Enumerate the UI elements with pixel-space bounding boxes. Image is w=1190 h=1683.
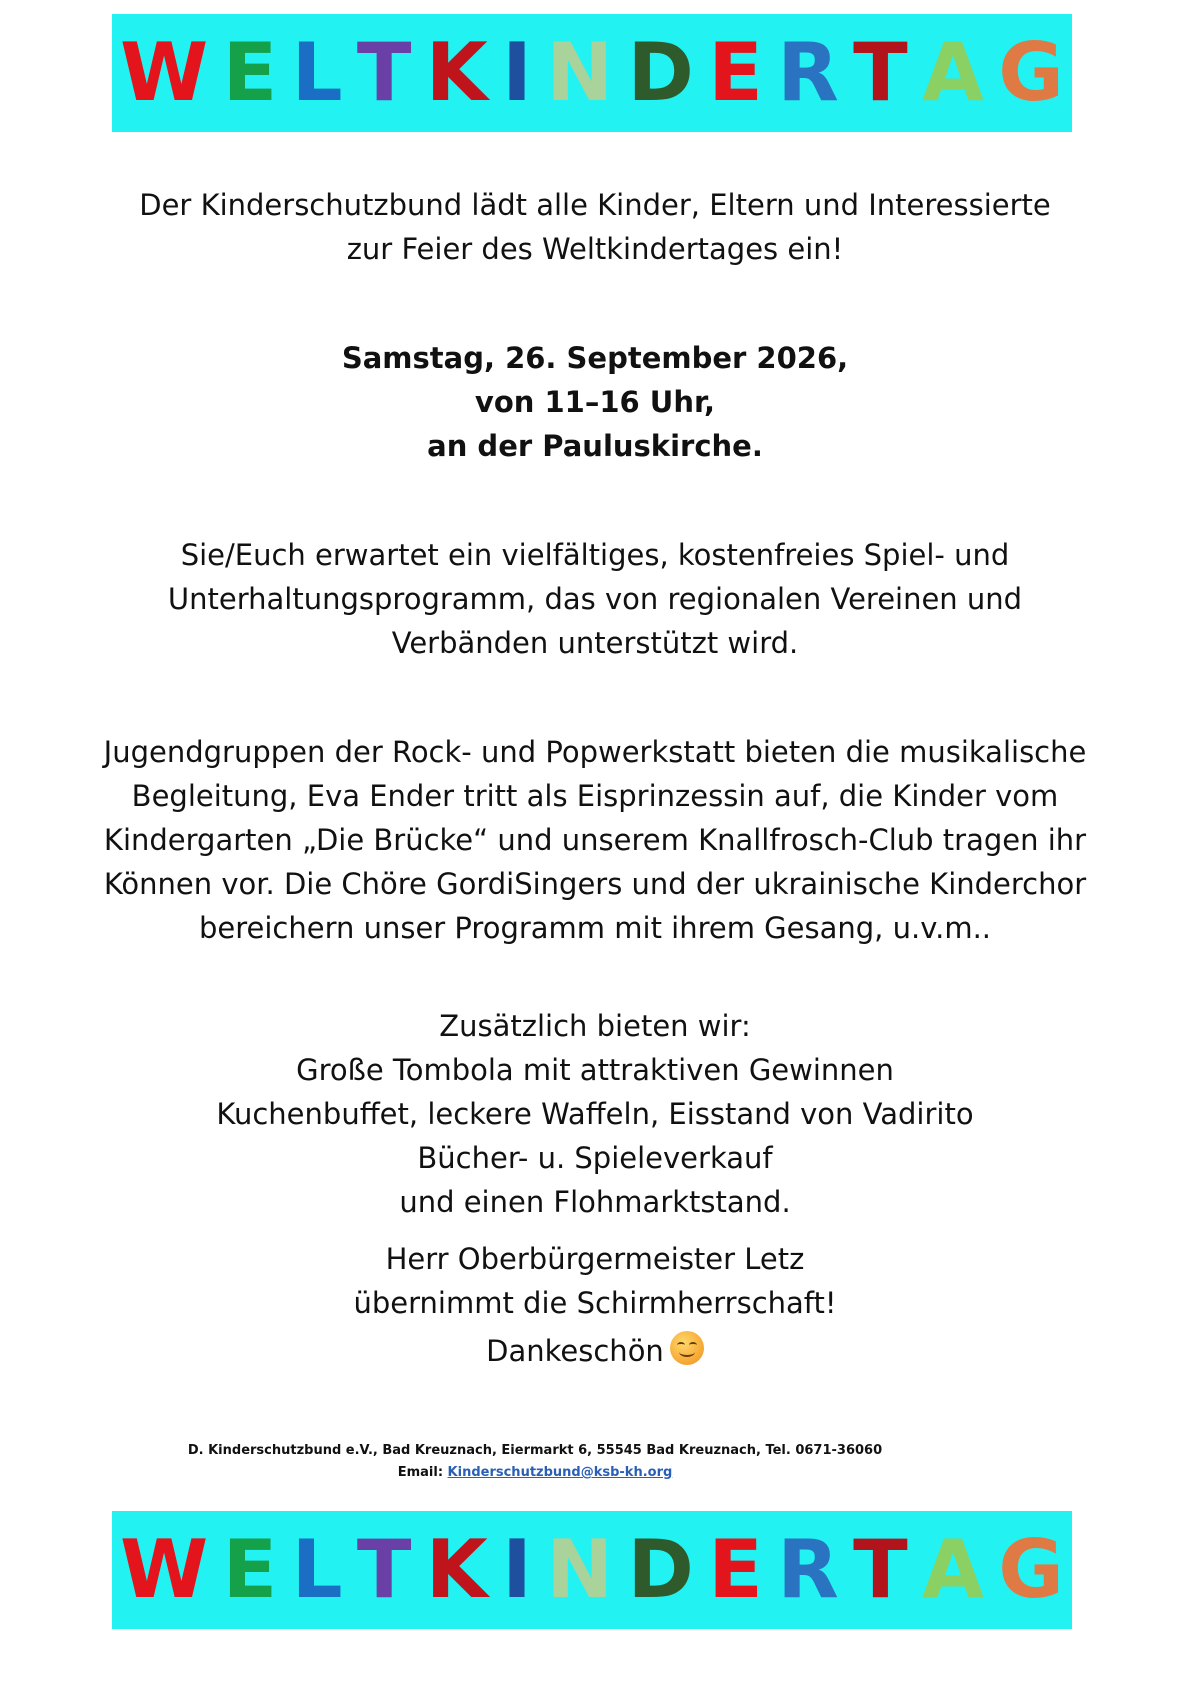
program-line: Unterhaltungsprogramm, das von regionalen Vereinen und bbox=[167, 582, 1023, 616]
banner-letter: N bbox=[546, 26, 614, 119]
banner-letter: D bbox=[627, 26, 694, 119]
extras-item: Kuchenbuffet, leckere Waffeln, Eisstand von Vadirito bbox=[216, 1097, 974, 1131]
performers-text bbox=[0, 730, 1190, 950]
footer-address: D. Kinderschutzbund e.V., Bad Kreuznach, Eiermarkt 6, 55545 Bad Kreuznach, Tel. 0671-36060 bbox=[187, 1443, 883, 1458]
banner-letter: G bbox=[998, 1523, 1064, 1616]
banner-letter: E bbox=[222, 1523, 278, 1616]
intro-line: zur Feier des Weltkindertages ein! bbox=[346, 232, 844, 266]
banner-letter: D bbox=[627, 1523, 694, 1616]
banner-letter: T bbox=[356, 26, 412, 119]
program-text bbox=[0, 533, 1190, 665]
performers-line: Begleitung, Eva Ender tritt als Eisprinzessin auf, die Kinder vom bbox=[131, 779, 1059, 813]
patron-line: Herr Oberbürgermeister Letz bbox=[385, 1242, 805, 1276]
email-link[interactable]: Kinderschutzbund@ksb-kh.org bbox=[447, 1465, 673, 1480]
banner-letter: N bbox=[546, 1523, 614, 1616]
footer bbox=[0, 1440, 1070, 1484]
event-time: von 11–16 Uhr, bbox=[474, 385, 716, 419]
banner-letter: L bbox=[291, 26, 343, 119]
extras-item: Bücher- u. Spieleverkauf bbox=[417, 1141, 773, 1175]
banner-letter: I bbox=[502, 26, 532, 119]
top-banner bbox=[112, 14, 1072, 132]
banner-letter: W bbox=[120, 26, 209, 119]
banner-letter: E bbox=[708, 26, 763, 119]
banner-letter: R bbox=[777, 1523, 839, 1616]
extras-item: und einen Flohmarktstand. bbox=[399, 1185, 791, 1219]
program-line: Sie/Euch erwartet ein vielfältiges, kostenfreies Spiel- und bbox=[180, 538, 1010, 572]
performers-line: bereichern unser Programm mit ihrem Gesang, u.v.m.. bbox=[198, 911, 992, 945]
email-label: Email: bbox=[397, 1465, 444, 1480]
banner-letter: T bbox=[853, 26, 908, 119]
extras-item: Große Tombola mit attraktiven Gewinnen bbox=[296, 1053, 894, 1087]
event-place: an der Pauluskirche. bbox=[427, 429, 763, 463]
banner-letter: K bbox=[425, 26, 488, 119]
banner-letter: K bbox=[425, 1523, 488, 1616]
performers-line: Können vor. Die Chöre GordiSingers und der ukrainische Kinderchor bbox=[103, 867, 1087, 901]
banner-letter: A bbox=[922, 1523, 984, 1616]
banner-letter: E bbox=[222, 26, 278, 119]
thanks-text: Dankeschön bbox=[486, 1334, 664, 1368]
patron-line: übernimmt die Schirmherrschaft! bbox=[353, 1286, 837, 1320]
banner-letter: I bbox=[502, 1523, 532, 1616]
banner-letter: L bbox=[291, 1523, 343, 1616]
banner-letter: A bbox=[922, 26, 984, 119]
banner-letter: T bbox=[853, 1523, 908, 1616]
program-line: Verbänden unterstützt wird. bbox=[391, 626, 799, 660]
extras-list bbox=[0, 1004, 1190, 1224]
footer-email-line bbox=[0, 1462, 1070, 1484]
banner-letter: W bbox=[120, 1523, 209, 1616]
banner-letter: R bbox=[777, 26, 839, 119]
event-details bbox=[0, 336, 1190, 468]
event-date: Samstag, 26. September 2026, bbox=[341, 341, 849, 375]
patron-text bbox=[0, 1237, 1190, 1373]
extras-heading: Zusätzlich bieten wir: bbox=[439, 1009, 751, 1043]
banner-letter: T bbox=[356, 1523, 412, 1616]
intro-text bbox=[0, 183, 1190, 271]
bottom-banner bbox=[112, 1511, 1072, 1629]
banner-letter: G bbox=[998, 26, 1064, 119]
thanks-line bbox=[0, 1329, 1190, 1373]
performers-line: Jugendgruppen der Rock- und Popwerkstatt bieten die musikalische bbox=[103, 735, 1087, 769]
performers-line: Kindergarten „Die Brücke“ und unserem Knallfrosch-Club tragen ihr bbox=[103, 823, 1087, 857]
intro-line: Der Kinderschutzbund lädt alle Kinder, Eltern und Interessierte bbox=[139, 188, 1051, 222]
smiling-face-icon bbox=[670, 1331, 704, 1365]
banner-letter: E bbox=[708, 1523, 763, 1616]
